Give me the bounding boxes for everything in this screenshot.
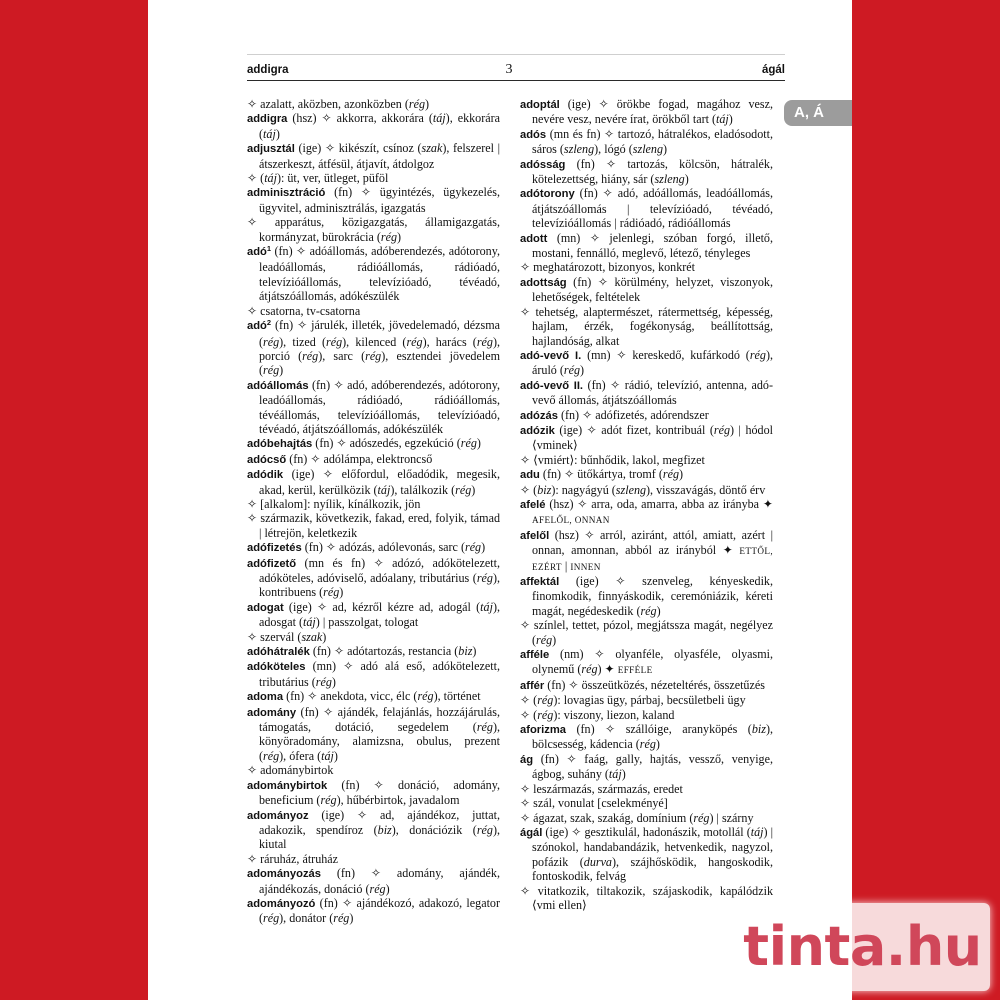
entry-text: (fn) ✧ szállóige, aranyköpés ( <box>566 722 752 737</box>
entry-text: ✧ [alkalom]: nyílik, kínálkozik, jön <box>247 496 421 511</box>
headword: adófizető <box>247 557 297 570</box>
homonym-number: 1 <box>266 244 272 254</box>
entry-text: (fn) ✧ adó, adóállomás, leadóállomás, átjátszóállomás | televízióadó, tévéadó, televízióállomás | rádióadó, rádióállomás <box>532 186 773 231</box>
entry-text: ) <box>476 436 481 451</box>
dictionary-entry <box>247 540 500 555</box>
entry-text: ), könyöradomány, alamizsna, obulus, prezent ( <box>259 720 500 763</box>
entry-text: (ige) ✧ ad, kézről kézre ad, adogál ( <box>283 599 481 614</box>
entry-text: (fn) ✧ rádió, televízió, antenna, adó-vevő állomás, átjátszóállomás <box>532 377 773 408</box>
entry-text: (fn) ✧ adózás, adólevonás, sarc ( <box>301 540 465 555</box>
dictionary-entry <box>247 378 500 437</box>
entry-text: ) <box>322 629 327 644</box>
usage-label: rég <box>408 97 426 111</box>
sense-line <box>520 483 773 497</box>
usage-label: táj <box>303 615 316 630</box>
usage-label: szak <box>301 629 323 644</box>
entry-text: ), tized ( <box>279 334 327 349</box>
entry-text: ✧ meghatározott, bizonyos, konkrét <box>520 260 696 275</box>
headword: addigra <box>247 113 288 126</box>
entry-text: ), donátor ( <box>279 911 334 926</box>
usage-label: táj <box>716 112 729 127</box>
dictionary-entry <box>520 678 773 693</box>
dictionary-entry <box>520 348 773 378</box>
entry-text: ), áruló ( <box>532 347 773 378</box>
page-number: 3 <box>505 62 513 77</box>
headword: afféle <box>520 649 550 662</box>
entry-text: ), ófera ( <box>279 748 322 763</box>
entry-text: ), sarc ( <box>318 348 366 363</box>
entry-text: ✧ ( <box>520 482 538 497</box>
entry-text: (fn) ✧ körülmény, helyzet, viszonyok, lehetőségek, feltételek <box>532 274 773 305</box>
entry-text: (ige) ✧ örökbe fogad, magához vesz, nevére vesz, nevére írat, örökből tart ( <box>532 97 773 127</box>
dictionary-entry <box>520 275 773 305</box>
headword: afelé <box>520 498 546 511</box>
usage-label: rég <box>749 347 766 362</box>
entry-text: ) ✦ <box>597 662 618 677</box>
usage-label: rég <box>476 720 493 735</box>
entry-text: (ige) ✧ ad, ajándékoz, juttat, adakozik, spendíroz ( <box>259 807 500 837</box>
entry-text: (fn) ✧ tartozás, kölcsön, hátralék, kötelezettség, hiány, sár ( <box>532 156 773 187</box>
headword: aforizma <box>520 724 567 737</box>
dictionary-entry <box>247 556 500 600</box>
headword: afelől <box>520 529 550 542</box>
headword: adó-vevő I. <box>520 349 582 362</box>
entry-text: ✧ tehetség, alaptermészet, rátermettség, képesség, hajlam, érzék, fogékonyság, beállítottság, hajlandóság, alkat <box>520 304 773 348</box>
dictionary-entry <box>520 467 773 482</box>
headword: adományoz <box>247 809 309 822</box>
usage-label: táj <box>321 748 334 763</box>
sense-line <box>520 618 773 647</box>
entry-text: ✧ szál, vonulat [cselekményé] <box>520 796 668 811</box>
headword: ág <box>520 753 534 766</box>
headword: adott <box>520 232 548 245</box>
usage-label: rég <box>476 571 493 585</box>
entry-text: ) <box>471 482 476 497</box>
entry-text: ✧ apparátus, közigazgatás, államigazgatás, kormányzat, bürokrácia ( <box>247 215 500 244</box>
entry-text: (fn) ✧ ajándékozó, adakozó, legator ( <box>259 895 500 926</box>
entry-text: (fn) ✧ járulék, illeték, jövedelemadó, dézsma ( <box>259 318 500 349</box>
entry-text: ✧ ( <box>520 707 538 722</box>
headword: adu <box>520 469 540 482</box>
usage-label: rég <box>263 334 280 349</box>
usage-label: rég <box>563 363 581 378</box>
headword: adó <box>247 246 267 259</box>
usage-label: rég <box>263 911 280 926</box>
headword: ágál <box>520 826 543 839</box>
dictionary-entry <box>247 141 500 171</box>
usage-label: biz <box>377 822 392 837</box>
headword: adoma <box>247 691 284 704</box>
entry-text: ) | hódol ⟨vminek⟩ <box>532 422 773 453</box>
sense-line <box>247 215 500 244</box>
headword: adománybirtok <box>247 779 328 792</box>
dictionary-entry <box>520 722 773 752</box>
entry-text: ), kiutal <box>259 822 501 852</box>
entry-text: ) | passzolgat, tologat <box>315 615 419 630</box>
headword: adózás <box>520 409 558 422</box>
usage-label: táj <box>377 482 391 497</box>
usage-label: szleng <box>563 142 595 157</box>
dictionary-entry <box>247 318 500 378</box>
dictionary-entry <box>247 185 500 215</box>
entry-text: ) <box>275 126 280 141</box>
dictionary-entry <box>520 423 773 453</box>
entry-text: (ige) ✧ előfordul, előadódik, megesik, akad, kerül, kerülközik ( <box>259 467 500 497</box>
dictionary-entry <box>247 808 500 852</box>
entry-text: (fn) ✧ adótartozás, restancia ( <box>309 644 459 659</box>
dictionary-entry <box>247 644 500 659</box>
sense-line <box>520 782 773 796</box>
entry-text: ✧ adománybirtok <box>247 763 334 778</box>
dictionary-entry <box>247 452 500 467</box>
headword: adócső <box>247 453 287 466</box>
entry-text: ), történet <box>433 689 481 704</box>
dictionary-entry <box>520 408 773 423</box>
entry-text: (hsz) ✧ akkorra, akkorára ( <box>287 111 433 126</box>
sense-line <box>520 260 773 274</box>
usage-label: rég <box>302 348 319 363</box>
entry-text: ✧ szervál ( <box>247 629 302 644</box>
homonym-number: 2 <box>266 318 272 328</box>
entry-text: ), bölcsesség, kádencia ( <box>532 722 773 752</box>
entry-text: (hsz) ✧ arra, oda, amarra, abba az irányba ✦ <box>545 496 773 511</box>
dictionary-entry <box>520 752 773 782</box>
entry-text: ✧ vitatkozik, tiltakozik, szájaskodik, kapálódzik ⟨vmi ellen⟩ <box>520 883 773 912</box>
usage-label: rég <box>693 810 710 825</box>
dictionary-entry <box>247 689 500 704</box>
usage-label: rég <box>406 334 423 349</box>
entry-text: ) <box>349 911 354 926</box>
cross-reference: AFELŐL, ONNAN <box>532 515 610 526</box>
usage-label: táj <box>432 111 446 126</box>
left-red-border <box>0 0 148 1000</box>
usage-label: biz <box>537 482 552 497</box>
dictionary-entry <box>520 97 773 127</box>
entry-text: (mn és fn) ✧ tartozó, hátralékos, eladósodott, sáros ( <box>532 126 773 157</box>
usage-label: rég <box>537 707 554 722</box>
usage-label: táj <box>264 171 277 186</box>
usage-label: szleng <box>654 172 685 187</box>
dictionary-entry <box>520 231 773 261</box>
entry-text: (fn) ✧ donáció, adomány, beneficium ( <box>259 777 500 808</box>
entry-text: ) <box>425 97 430 111</box>
usage-label: rég <box>536 632 553 647</box>
headword: adóköteles <box>247 661 306 674</box>
sense-line <box>520 796 773 810</box>
entry-text: ): nagyágyú ( <box>551 482 616 497</box>
headword: adóhátralék <box>247 646 310 659</box>
usage-label: biz <box>458 644 473 659</box>
sense-line <box>247 97 500 111</box>
entry-text: (fn) ✧ adólámpa, elektroncső <box>286 451 433 466</box>
entry-text: ✧ csatorna, tv-csatorna <box>247 303 361 318</box>
entry-text: (fn) ✧ ütőkártya, tromf ( <box>539 467 663 482</box>
usage-label: rég <box>323 585 340 600</box>
usage-label: rég <box>640 603 657 618</box>
entry-text: ) <box>481 540 486 555</box>
entry-text: ✧ leszármazás, származás, eredet <box>520 781 683 796</box>
headword: adós <box>520 128 547 141</box>
usage-label: rég <box>713 422 730 437</box>
dictionary-entry <box>247 705 500 764</box>
running-head-first-word: addigra <box>247 64 289 76</box>
headword: adózik <box>520 424 555 437</box>
dictionary-entry <box>247 111 500 141</box>
usage-label: táj <box>263 126 276 141</box>
usage-label: rég <box>315 674 332 689</box>
headword: adományozás <box>247 868 321 881</box>
entry-text: ) | szónokol, handabandázik, hetvenkedik, nagyzol, pofázik ( <box>532 824 773 869</box>
dictionary-entry <box>520 647 773 678</box>
entry-text: ) <box>339 585 344 600</box>
usage-label: szak <box>421 141 443 156</box>
entry-text: ), kontribuens ( <box>259 571 500 600</box>
dictionary-entry <box>520 825 773 884</box>
entry-text: ) <box>679 467 684 482</box>
headword: adóállomás <box>247 379 309 392</box>
entry-text: ) <box>663 142 668 157</box>
headword: adódik <box>247 469 284 482</box>
sense-line <box>247 763 500 777</box>
usage-label: szleng <box>632 142 664 157</box>
right-column <box>520 97 773 912</box>
dictionary-entry <box>520 497 773 528</box>
entry-text: | <box>561 558 571 573</box>
header-top-rule <box>247 54 785 55</box>
sense-line <box>247 511 500 540</box>
dictionary-entry <box>247 436 500 451</box>
entry-text: ) <box>655 737 660 752</box>
sense-line <box>520 693 773 707</box>
entry-text: (fn) ✧ anekdota, vicc, élc ( <box>283 689 418 704</box>
headword: adó-vevő II. <box>520 379 584 392</box>
entry-text: (fn) ✧ összeütközés, nézeteltérés, összetűzés <box>544 677 765 692</box>
headword: adottság <box>520 276 567 289</box>
dictionary-entry <box>520 186 773 230</box>
dictionary-entry <box>520 157 773 187</box>
headword: adományozó <box>247 897 316 910</box>
usage-label: rég <box>333 911 350 926</box>
dictionary-entry <box>247 659 500 689</box>
dictionary-entry <box>247 778 500 808</box>
entry-text: ): üt, ver, ütleget, püföl <box>276 171 389 186</box>
entry-text: (fn) ✧ adó, adóberendezés, adótorony, leadóállomás, rádióadó, rádióállomás, tévéállomás, televízióállomás, televízióadó, tévéadó, átjátszóállomás, adókészülék <box>259 377 500 436</box>
entry-text: ✧ ágazat, szak, szakág, domínium ( <box>520 810 694 825</box>
usage-label: rég <box>263 748 280 763</box>
entry-text: (fn) ✧ faág, gally, hajtás, vessző, venyige, ágbog, suhány ( <box>532 751 773 782</box>
cross-reference: EFFÉLE <box>617 665 653 676</box>
entry-text: (mn) ✧ jelenlegi, szóban forgó, illető, mostani, fennálló, meglevő, létező, tényleges <box>532 230 773 261</box>
entry-text: ): lovagias ügy, párbaj, becsületbeli ügy <box>553 693 746 708</box>
headword: adófizetés <box>247 542 302 555</box>
entry-text: (fn) ✧ adóállomás, adóberendezés, adótorony, leadóállomás, rádióállomás, rádióadó, televízióállomás, televízióadó, tévéadó, átjátszóállomás, adókészülék <box>259 244 500 304</box>
entry-text: ), harács ( <box>422 334 477 349</box>
headword: adomány <box>247 706 297 719</box>
usage-label: táj <box>608 767 622 782</box>
sense-line <box>520 453 773 467</box>
dictionary-entry <box>247 866 500 896</box>
usage-label: biz <box>751 722 766 737</box>
watermark-logo: tinta.hu <box>735 903 990 991</box>
usage-label: rég <box>476 822 493 837</box>
usage-label: rég <box>455 482 472 497</box>
entry-text: (nm) ✧ olyanféle, olyasféle, olyasmi, olynemű ( <box>532 647 773 677</box>
entry-text: ) <box>684 172 689 187</box>
entry-text: (mn) ✧ kereskedő, kufárkodó ( <box>581 347 750 362</box>
entry-text: ✧ színlel, tettet, pózol, megjátssza magát, negélyez ( <box>520 618 773 647</box>
usage-label: rég <box>581 662 598 677</box>
entry-text: ) <box>728 112 733 127</box>
entry-text: ), hűbérbirtok, javadalom <box>336 793 460 808</box>
header-bottom-rule <box>247 80 785 81</box>
entry-text: ✧ azalatt, aközben, azonközben ( <box>247 97 409 111</box>
sense-line <box>247 497 500 511</box>
entry-text: (fn) ✧ adófizetés, adórendszer <box>557 407 709 422</box>
entry-text: ), esztendei jövedelem ( <box>259 348 500 378</box>
usage-label: rég <box>639 737 656 752</box>
headword: adótorony <box>520 188 575 201</box>
headword: adoptál <box>520 99 560 111</box>
dictionary-entry <box>247 467 500 497</box>
dictionary-entry <box>247 600 500 630</box>
usage-label: rég <box>464 540 482 555</box>
usage-label: táj <box>480 599 493 614</box>
headword: adjusztál <box>247 143 295 156</box>
entry-text: ) <box>621 767 626 782</box>
usage-label: rég <box>537 693 554 708</box>
sense-line <box>247 304 500 318</box>
headword: adóbehajtás <box>247 438 313 451</box>
usage-label: táj <box>750 824 764 839</box>
letter-tab: A, Á <box>784 100 852 126</box>
entry-text: ), lógó ( <box>594 142 633 157</box>
usage-label: rég <box>417 689 434 704</box>
entry-text: (hsz) ✧ arról, aziránt, attól, amiatt, azért | onnan, amonnan, abból az irányból ✦ <box>532 527 773 558</box>
headword: adó <box>247 320 267 333</box>
entry-text: ): viszony, liezon, kaland <box>553 707 675 722</box>
cross-reference: ETTŐL, EZÉRT <box>532 546 773 572</box>
entry-text: (fn) ✧ adószedés, egzekúció ( <box>312 436 461 451</box>
entry-text: ) <box>333 748 338 763</box>
sense-line <box>247 630 500 644</box>
headword: adogat <box>247 601 284 614</box>
sense-line <box>247 171 500 185</box>
cross-reference: INNEN <box>570 561 601 572</box>
usage-label: durva <box>583 854 612 869</box>
entry-text: ), porció ( <box>259 334 500 363</box>
usage-label: rég <box>380 229 398 244</box>
entry-text: ) <box>279 363 284 378</box>
entry-text: ) <box>397 229 402 244</box>
sense-line <box>520 811 773 825</box>
entry-text: ), felszerel | átszerkeszt, átfésül, átjavít, átdolgoz <box>259 141 500 171</box>
entry-text: (mn) ✧ adó alá eső, adókötelezett, tributárius ( <box>259 659 500 689</box>
entry-text: ), szájhősködik, hangoskodik, fontoskodik, felvág <box>532 854 773 884</box>
dictionary-entry <box>247 896 500 926</box>
usage-label: szleng <box>615 482 647 497</box>
entry-text: ) <box>331 674 336 689</box>
entry-text: (fn) ✧ adomány, ajándék, ajándékozás, donáció ( <box>259 866 500 896</box>
entry-text: ✧ ráruház, átruház <box>247 851 339 866</box>
entry-text: ), visszavágás, döntő érv <box>646 482 766 497</box>
usage-label: rég <box>320 793 337 808</box>
usage-label: rég <box>263 363 280 378</box>
entry-text: ), ekkorára ( <box>259 111 500 141</box>
entry-text: ) <box>385 881 390 896</box>
dictionary-entry <box>520 574 773 618</box>
entry-text: ) <box>580 363 585 378</box>
left-column <box>247 97 500 926</box>
entry-text: ✧ származik, következik, fakad, ered, folyik, támad | létrejön, keletkezik <box>247 511 500 540</box>
entry-text: ✧ ( <box>247 171 265 186</box>
headword: affér <box>520 679 545 692</box>
dictionary-entry <box>520 378 773 408</box>
entry-text: (fn) ✧ ajándék, felajánlás, hozzájárulás, támogatás, dotáció, segedelem ( <box>259 704 500 735</box>
usage-label: rég <box>476 334 493 349</box>
usage-label: rég <box>662 467 679 482</box>
dictionary-entry <box>520 127 773 157</box>
entry-text: (ige) ✧ gesztikulál, hadonászik, motollál ( <box>542 824 751 839</box>
headword: affektál <box>520 576 560 588</box>
headword: adósság <box>520 158 566 171</box>
entry-text: ) <box>552 632 557 647</box>
headword: adminisztráció <box>247 187 326 200</box>
usage-label: rég <box>460 436 477 451</box>
entry-text: ), donációzik ( <box>391 822 477 837</box>
dictionary-entry <box>247 244 500 304</box>
entry-text: ) <box>472 644 477 659</box>
entry-text: ✧ ( <box>520 693 538 708</box>
entry-text: (ige) ✧ kikészít, csínoz ( <box>294 141 422 156</box>
entry-text: (ige) ✧ szenveleg, kényeskedik, finomkodik, finnyáskodik, ceremóniázik, kéreti magát, negédeskedik ( <box>532 574 773 618</box>
entry-text: ), kilenced ( <box>342 334 407 349</box>
running-head-last-word: ágál <box>761 64 785 76</box>
entry-text: ✧ ⟨vmiért⟩: bűnhődik, lakol, megfizet <box>520 452 705 467</box>
entry-text: ) <box>656 603 661 618</box>
sense-line <box>247 852 500 866</box>
entry-text: (fn) ✧ ügyintézés, ügykezelés, ügyvitel, adminisztrálás, igazgatás <box>259 185 500 215</box>
entry-text: (ige) ✧ adót fizet, kontribuál ( <box>554 422 714 437</box>
usage-label: rég <box>326 334 343 349</box>
sense-line <box>520 305 773 348</box>
entry-text: ), találkozik ( <box>390 482 456 497</box>
usage-label: rég <box>369 881 386 896</box>
sense-line <box>520 708 773 722</box>
entry-text: ), adosgat ( <box>259 599 500 630</box>
entry-text: ) | szárny <box>709 810 754 825</box>
dictionary-entry <box>520 528 773 574</box>
entry-text: (mn és fn) ✧ adózó, adókötelezett, adóköteles, adóviselő, adóalany, tributárius ( <box>259 555 500 585</box>
usage-label: rég <box>365 348 382 363</box>
right-red-border <box>852 0 1000 1000</box>
